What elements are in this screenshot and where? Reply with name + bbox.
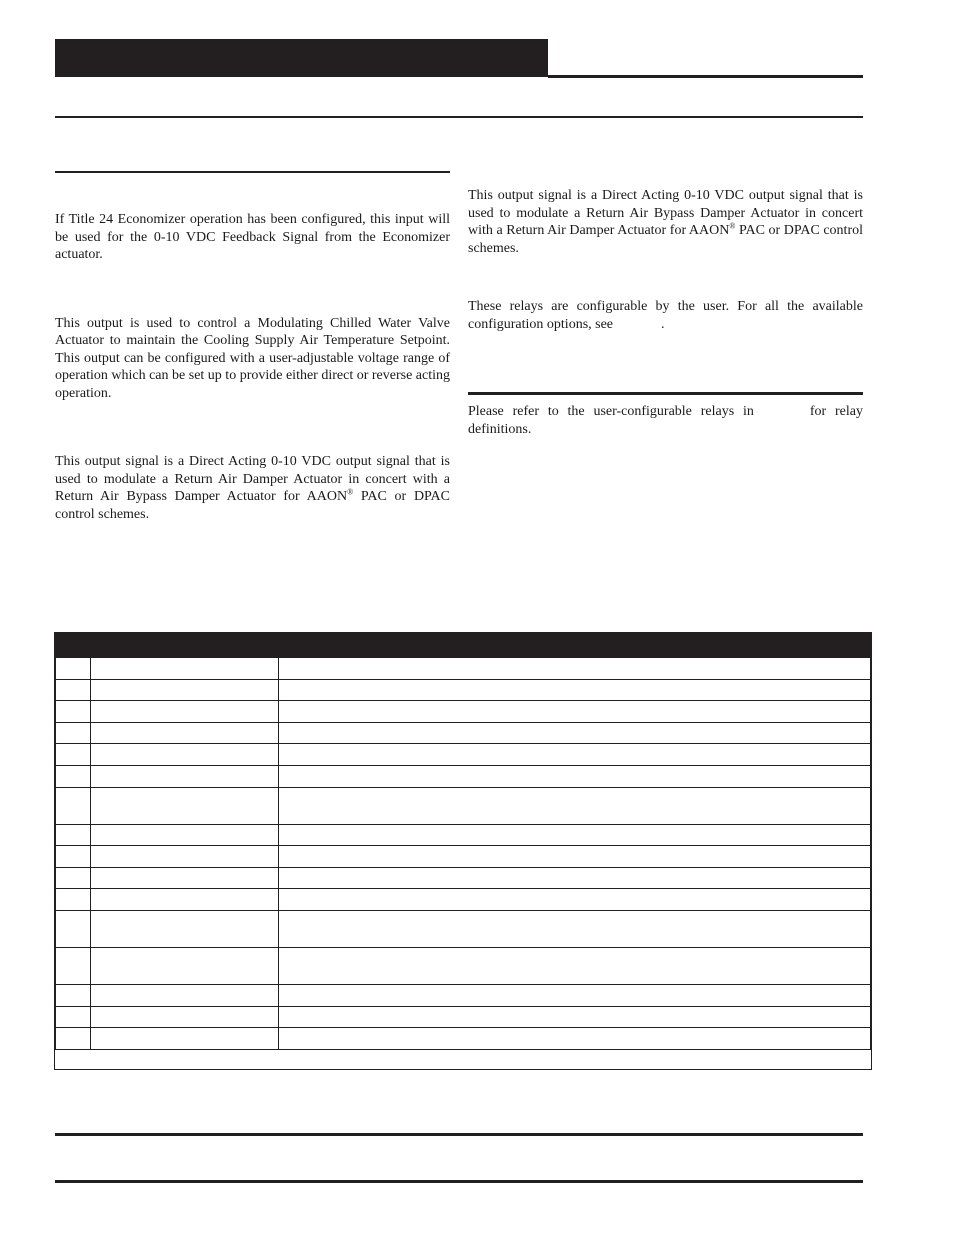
table-cell	[91, 679, 279, 701]
relay-table	[55, 632, 871, 1050]
table-cell	[91, 701, 279, 723]
table-row	[56, 701, 871, 723]
table-cell	[91, 867, 279, 889]
table-row	[56, 947, 871, 984]
table-row	[56, 765, 871, 787]
right-para-1: This output signal is a Direct Acting 0-10 VDC output signal that is used to modulate a Return Air Bypass Damper Actuator in concert with a Return Air Damper Actuator for AAON® PAC or DPAC control schemes.	[468, 188, 864, 256]
table-cell	[56, 679, 91, 701]
table-cell	[56, 765, 91, 787]
table-cell	[56, 658, 91, 680]
table-cell	[279, 1028, 871, 1050]
table-header-row	[56, 633, 871, 658]
right-para-3: Please refer to the user-configurable relays in for relay definitions.	[468, 404, 863, 437]
table-cell	[56, 984, 91, 1006]
table-row	[56, 889, 871, 911]
table-cell	[279, 1006, 871, 1028]
table-row	[56, 1028, 871, 1050]
table-row	[56, 679, 871, 701]
table-cell	[56, 824, 91, 846]
right-section-rule	[468, 392, 863, 395]
table-cell	[279, 679, 871, 701]
table-cell	[91, 824, 279, 846]
table-row	[56, 744, 871, 766]
table-row	[56, 867, 871, 889]
table-cell	[56, 846, 91, 868]
table-cell	[91, 722, 279, 744]
table-cell	[279, 867, 871, 889]
table-cell	[91, 984, 279, 1006]
left-para-3: This output signal is a Direct Acting 0-10 VDC output signal that is used to modulate a Return Air Damper Actuator in concert with a Return Air Bypass Damper Actuator for AAON® PAC or DPAC control schemes.	[55, 454, 450, 522]
table-cell	[91, 1028, 279, 1050]
table-cell	[279, 658, 871, 680]
table-row	[56, 824, 871, 846]
table-cell	[56, 787, 91, 824]
table-cell	[56, 701, 91, 723]
table-cell	[279, 722, 871, 744]
table-cell	[279, 765, 871, 787]
table-cell	[279, 701, 871, 723]
table-cell	[91, 910, 279, 947]
left-para-2: This output is used to control a Modulating Chilled Water Valve Actuator to maintain the Cooling Supply Air Temperature Setpoint. This output can be configured with a user-adjustable voltage range of operation which can be set up to provide either direct or reverse acting operation.	[55, 315, 450, 401]
left-column	[55, 211, 450, 523]
table-body	[56, 658, 871, 1050]
header-bar	[55, 39, 548, 77]
table-cell	[91, 744, 279, 766]
table-cell	[91, 889, 279, 911]
table-cell	[91, 846, 279, 868]
table-cell	[56, 1028, 91, 1050]
table-cell	[279, 947, 871, 984]
table-row	[56, 846, 871, 868]
table-cell	[279, 889, 871, 911]
table-row	[56, 984, 871, 1006]
table-cell	[56, 1006, 91, 1028]
table-cell	[279, 787, 871, 824]
table-cell	[279, 744, 871, 766]
table-cell	[279, 824, 871, 846]
header-rule	[548, 75, 863, 78]
table-cell	[91, 765, 279, 787]
footer-rule-bottom	[55, 1180, 863, 1183]
table-row	[56, 722, 871, 744]
table-row	[56, 910, 871, 947]
table-cell	[56, 722, 91, 744]
table-cell	[91, 658, 279, 680]
table-cell	[56, 867, 91, 889]
footer-rule-top	[55, 1133, 863, 1136]
table-cell	[91, 947, 279, 984]
table-cell	[56, 744, 91, 766]
left-section-rule	[55, 171, 450, 173]
table-cell	[56, 889, 91, 911]
table-row	[56, 787, 871, 824]
table-cell	[279, 910, 871, 947]
table-cell	[91, 787, 279, 824]
table-cell	[56, 910, 91, 947]
right-para-2: These relays are configurable by the user. For all the available configuration options, see .	[468, 299, 863, 332]
table-cell	[279, 984, 871, 1006]
table-row	[56, 1006, 871, 1028]
top-rule	[55, 116, 863, 118]
table-cell	[91, 1006, 279, 1028]
table-header	[56, 633, 871, 658]
right-column	[468, 187, 864, 437]
table-cell	[56, 947, 91, 984]
table-row	[56, 658, 871, 680]
left-para-1: If Title 24 Economizer operation has been configured, this input will be used for the 0-10 VDC Feedback Signal from the Economizer actuator.	[55, 212, 450, 262]
table-cell	[279, 846, 871, 868]
